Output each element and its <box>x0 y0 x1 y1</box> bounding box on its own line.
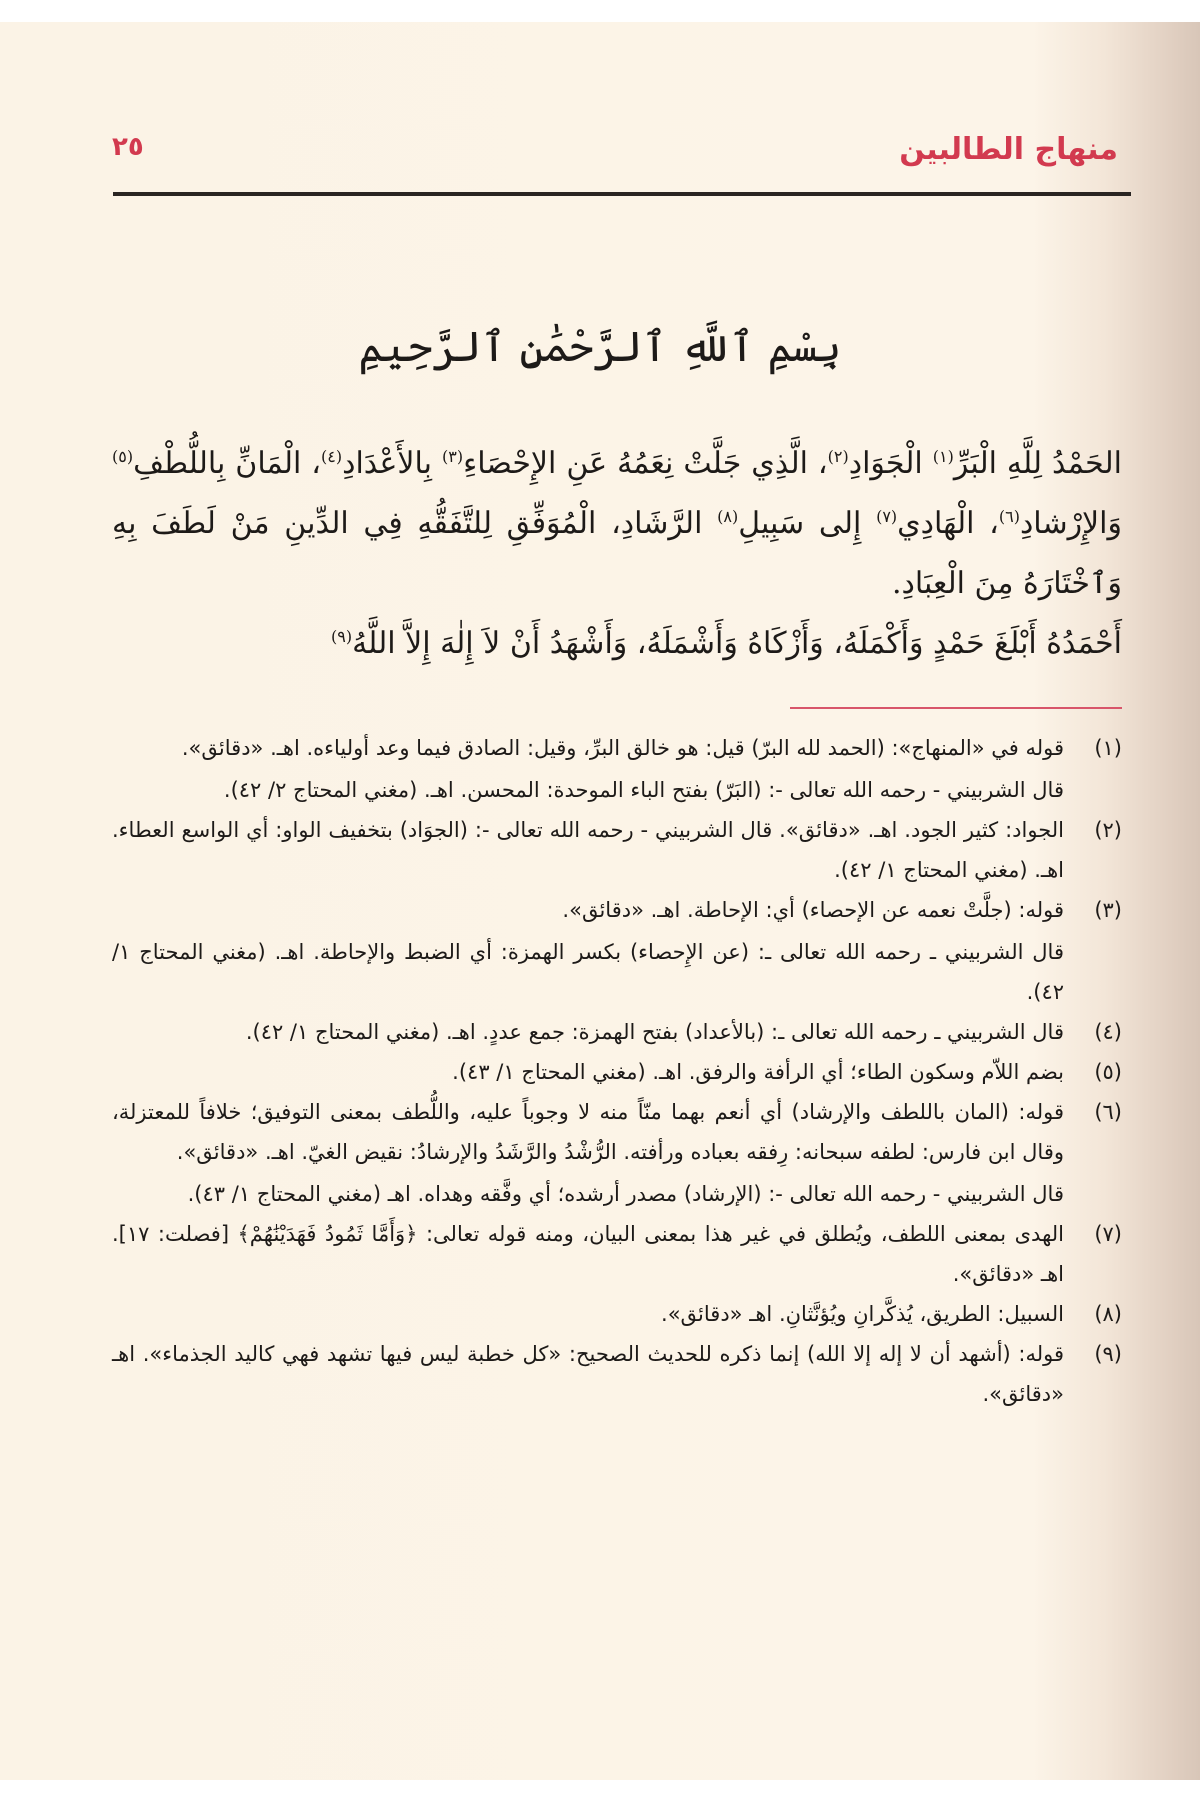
footnote-marker[interactable]: (١) <box>932 447 954 466</box>
book-page <box>0 22 1200 1780</box>
footnote-item <box>112 890 1122 930</box>
footnote-marker[interactable]: (٣) <box>442 447 464 466</box>
footnote-separator <box>790 707 1122 709</box>
footnote-item <box>112 1012 1122 1052</box>
footnote-item <box>112 1294 1122 1334</box>
footnote-item <box>112 1092 1122 1172</box>
main-text-run: الْجَوَادِ <box>848 446 933 481</box>
footnote-text: قوله في «المنهاج»: (الحمد لله البرّ) قيل: هو خالق البرِّ، وقيل: الصادق فيما وعد أولياءه. اهـ. «دقائق». <box>181 736 1064 760</box>
footnote-text: قوله: (جلَّتْ نعمه عن الإحصاء) أي: الإحاطة. اهـ. «دقائق». <box>562 898 1064 922</box>
footnote-item <box>112 1052 1122 1092</box>
footnote-continuation: قال الشربيني ـ رحمه الله تعالى ـ: (عن الإِحصاء) بكسر الهمزة: أي الضبط والإحاطة. اهـ. (مغني المحتاج ١/ ٤٢). <box>112 940 1064 1004</box>
footnote-continuation: قال الشربيني - رحمه الله تعالى -: (الإرشاد) مصدر أرشده؛ أي وفَّقه وهداه. اهـ (مغني المحتاج ١/ ٤٣). <box>187 1182 1064 1206</box>
footnote-text: الهدى بمعنى اللطف، ويُطلق في غير هذا بمعنى البيان، ومنه قوله تعالى: ﴿وَأَمَّا ثَمُودُ فَهَدَيْنَٰهُمْ﴾ [فصلت: ١٧]. اهـ «دقائق». <box>112 1222 1064 1286</box>
footnote-text: السبيل: الطريق، يُذكَّرانِ ويُؤنَّثانِ. اهـ «دقائق». <box>661 1302 1064 1326</box>
footnote-marker[interactable]: (٩) <box>330 627 353 646</box>
footnote-item <box>112 1334 1122 1414</box>
basmala: بِسْمِ ٱللَّهِ ٱلرَّحْمَٰنِ ٱلرَّحِيمِ <box>358 322 842 371</box>
footnote-marker[interactable]: (٥) <box>112 447 134 466</box>
main-text-run: الرَّشَادِ، الْمُوَفِّقِ لِلتَّفَقُّهِ فِي الدِّينِ مَنْ لَطَفَ بِهِ وَٱخْتَارَهُ مِنَ الْعِبَادِ. <box>112 506 1122 601</box>
footnote-marker[interactable]: (٨) <box>717 507 739 526</box>
footnote-marker[interactable]: (٤) <box>320 447 343 466</box>
main-text-run: ، الْهَادِي <box>897 506 999 541</box>
main-text-run: الحَمْدُ لِلَّهِ الْبَرِّ <box>953 446 1122 481</box>
footnote-marker[interactable]: (٢) <box>827 447 849 466</box>
footnote-text: بضم اللاّم وسكون الطاء؛ أي الرأفة والرفق. اهـ. (مغني المحتاج ١/ ٤٣). <box>452 1060 1064 1084</box>
footnote-text: قوله: (المان باللطف والإرشاد) أي أنعم بهما منّاً منه لا وجوباً عليه، واللُّطف بمعنى التوفيق؛ خلافاً للمعتزلة، وقال ابن فارس: لطفه سبحانه: رِفقه بعباده ورأفته. الرُّشْدُ والرَّشَدُ والإرشادُ: نقيض الغيّ. اهـ. «دقائق». <box>112 1100 1064 1164</box>
footnote-number: (٩) <box>1094 1342 1122 1366</box>
footnote-marker[interactable]: (٦) <box>998 507 1020 526</box>
footnote-text: قال الشربيني ـ رحمه الله تعالى ـ: (بالأعداد) بفتح الهمزة: جمع عددٍ. اهـ. (مغني المحتاج ١/ ٤٢). <box>245 1020 1064 1044</box>
main-paragraph-2 <box>112 614 1122 674</box>
main-text-run: ، الَّذِي جَلَّتْ نِعَمُهُ عَنِ الإِحْصَاءِ <box>463 446 828 481</box>
footnote-number: (٨) <box>1094 1302 1122 1326</box>
footnote-item <box>112 1214 1122 1294</box>
footnote-number: (١) <box>1094 736 1122 760</box>
running-header-title: منهاج الطالبين <box>899 132 1118 167</box>
footnote-marker[interactable]: (٧) <box>876 507 898 526</box>
main-text-run: بِالأَعْدَادِ <box>342 446 443 481</box>
footnote-number: (٦) <box>1094 1100 1122 1124</box>
main-text-run: ، الْمَانِّ بِاللُّطْفِ <box>133 446 321 481</box>
footnote-item <box>112 810 1122 890</box>
main-text-run: أَحْمَدُهُ أَبْلَغَ حَمْدٍ وَأَكْمَلَهُ، وَأَزْكَاهُ وَأَشْمَلَهُ، وَأَشْهَدُ أَنْ لاَ إِلٰهَ إِلاَّ اللَّهُ <box>352 626 1122 661</box>
main-text <box>112 434 1122 674</box>
footnote-number: (٢) <box>1094 818 1122 842</box>
footnotes <box>112 728 1122 1414</box>
page-number: ٢٥ <box>112 132 144 162</box>
footnote-number: (٥) <box>1094 1060 1122 1084</box>
footnote-text: قوله: (أشهد أن لا إله إلا الله) إنما ذكره للحديث الصحيح: «كل خطبة ليس فيها تشهد فهي كاليد الجذماء». اهـ «دقائق». <box>112 1342 1064 1406</box>
footnote-number: (٤) <box>1094 1020 1122 1044</box>
footnote-item <box>112 728 1122 768</box>
main-text-run: إِلى سَبِيلِ <box>738 506 877 541</box>
footnote-text: الجواد: كثير الجود. اهـ. «دقائق». قال الشربيني - رحمه الله تعالى -: (الجوَاد) بتخفيف الواو: أي الواسع العطاء. اهـ. (مغني المحتاج ١/ ٤٢). <box>112 818 1064 882</box>
footnote-continuation: قال الشربيني - رحمه الله تعالى -: (البَرّ) بفتح الباء الموحدة: المحسن. اهـ. (مغني المحتاج ٢/ ٤٢). <box>223 778 1064 802</box>
main-text-run: وَالإِرْشادِ <box>1019 506 1122 541</box>
header-rule <box>113 192 1131 196</box>
main-paragraph-1 <box>112 434 1122 614</box>
footnote-number: (٣) <box>1094 898 1122 922</box>
footnote-number: (٧) <box>1094 1222 1122 1246</box>
